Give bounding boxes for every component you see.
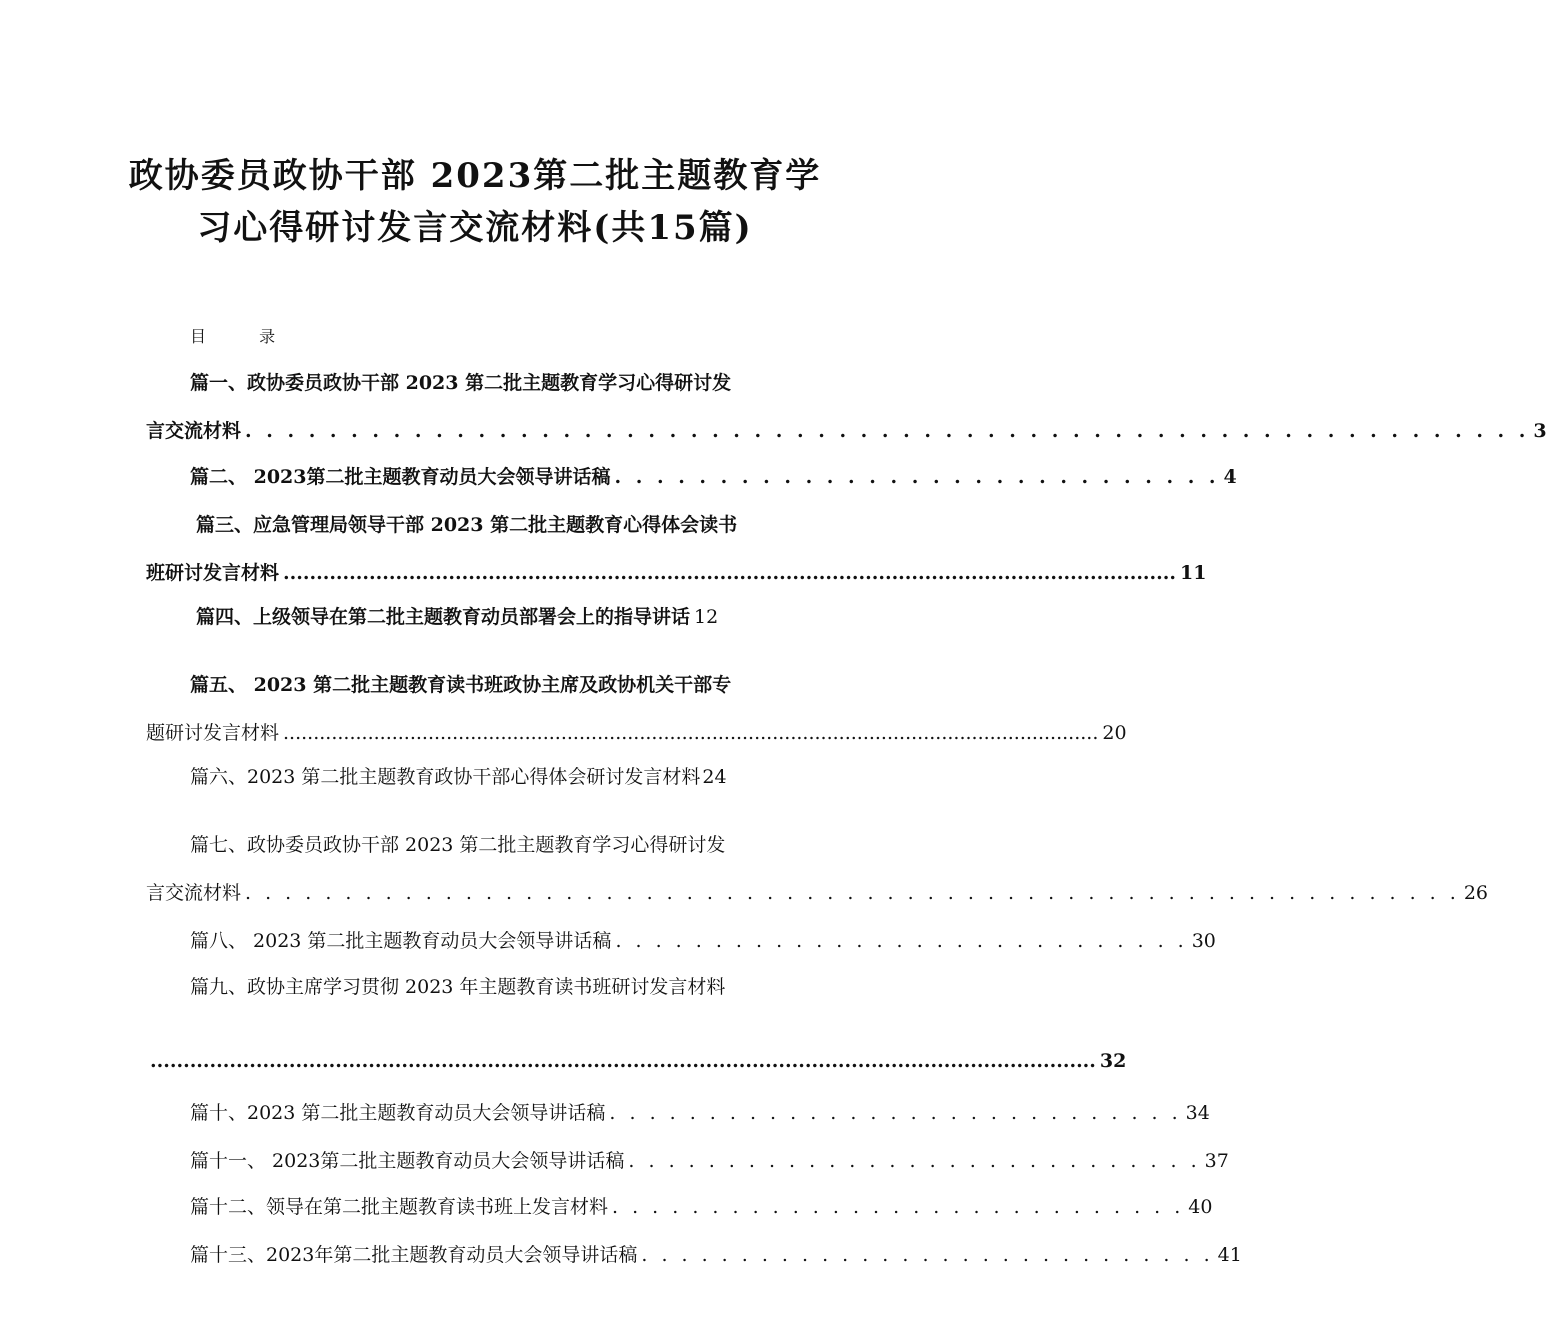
toc-entry-7-line2: 言交流材料 bbox=[146, 882, 242, 904]
toc-leader-dots: ....................................................................................................................................... bbox=[283, 562, 1177, 584]
toc-entry-4[interactable] bbox=[196, 602, 806, 629]
toc-entry-4-title: 篇四、上级领导在第二批主题教育动员部署会上的指导讲话 bbox=[196, 606, 691, 628]
toc-entry-12[interactable] bbox=[190, 1192, 1213, 1219]
toc-entry-5[interactable] bbox=[146, 718, 1127, 745]
toc-entry-11-page: 37 bbox=[1204, 1150, 1229, 1172]
toc-leader-dots: . . . . . . . . . . . . . . . . . . . . . . . . . . . . . bbox=[614, 466, 1220, 488]
toc-leader-dots: . . . . . . . . . . . . . . . . . . . . . . . . . . . . . . . . . . . . . . . . . . . . . . . . . . . . . . . . . . . . . bbox=[245, 420, 1530, 442]
toc-entry-1[interactable] bbox=[146, 416, 1547, 443]
toc-entry-7-page: 26 bbox=[1463, 882, 1488, 904]
toc-leader-dots: ............................................................................................................................................... bbox=[150, 1050, 1096, 1072]
toc-leader-dots: . . . . . . . . . . . . . . . . . . . . . . . . . . . . . bbox=[615, 930, 1188, 952]
toc-entry-13-title: 篇十三、2023年第二批主题教育动员大会领导讲话稿 bbox=[190, 1244, 638, 1266]
toc-entry-1-line2: 言交流材料 bbox=[146, 420, 242, 442]
toc-entry-3-line1: 篇三、应急管理局领导干部 2023 第二批主题教育心得体会读书 bbox=[196, 514, 738, 536]
toc-entry-8-title: 篇八、 2023 第二批主题教育动员大会领导讲话稿 bbox=[190, 930, 612, 952]
toc-entry-9-page: 32 bbox=[1099, 1050, 1127, 1072]
toc-entry-6-title: 篇六、2023 第二批主题教育政协干部心得体会研讨发言材料 bbox=[190, 766, 701, 788]
toc-leader-dots: . . . . . . . . . . . . . . . . . . . . . . . . . . . . . bbox=[612, 1196, 1185, 1218]
toc-leader-dots: ....................................................................................................................................... bbox=[283, 722, 1099, 744]
toc-entry-4-page: 12 bbox=[694, 606, 719, 628]
toc-heading: 目 录 bbox=[190, 327, 300, 346]
toc-leader-dots: . . . . . . . . . . . . . . . . . . . . . . . . . . . . . bbox=[609, 1102, 1182, 1124]
toc-entry-6[interactable] bbox=[190, 762, 808, 789]
toc-entry-10[interactable] bbox=[190, 1098, 1210, 1125]
document-title-line-2: 习心得研讨发言交流材料(共15篇) bbox=[197, 208, 753, 248]
toc-leader-dots: . . . . . . . . . . . . . . . . . . . . . . . . . . . . . bbox=[641, 1244, 1214, 1266]
toc-entry-1-line1: 篇一、政协委员政协干部 2023 第二批主题教育学习心得研讨发 bbox=[190, 372, 732, 394]
toc-entry-2-page: 4 bbox=[1223, 466, 1237, 488]
toc-leader-dots: . . . . . . . . . . . . . . . . . . . . . . . . . . . . . bbox=[628, 1150, 1201, 1172]
toc-entry-12-page: 40 bbox=[1188, 1196, 1213, 1218]
toc-entry-7-line1: 篇七、政协委员政协干部 2023 第二批主题教育学习心得研讨发 bbox=[190, 834, 726, 856]
toc-entry-5-line1: 篇五、 2023 第二批主题教育读书班政协主席及政协机关干部专 bbox=[190, 674, 732, 696]
toc-entry-3-page: 11 bbox=[1180, 562, 1207, 584]
toc-entry-1-page: 3 bbox=[1533, 420, 1547, 442]
toc-entry-3[interactable] bbox=[146, 558, 1207, 585]
toc-entry-6-page: 24 bbox=[702, 766, 727, 788]
toc-entry-13[interactable] bbox=[190, 1240, 1242, 1267]
toc-entry-5-line2: 题研讨发言材料 bbox=[146, 722, 280, 744]
toc-entry-8-page: 30 bbox=[1191, 930, 1216, 952]
toc-entry-11[interactable] bbox=[190, 1146, 1229, 1173]
toc-entry-9[interactable] bbox=[150, 1050, 1127, 1072]
toc-entry-3-line2: 班研讨发言材料 bbox=[146, 562, 280, 584]
toc-entry-8[interactable] bbox=[190, 926, 1216, 953]
toc-entry-10-title: 篇十、2023 第二批主题教育动员大会领导讲话稿 bbox=[190, 1102, 606, 1124]
toc-entry-13-page: 41 bbox=[1217, 1244, 1242, 1266]
toc-entry-10-page: 34 bbox=[1185, 1102, 1210, 1124]
toc-entry-2-title: 篇二、 2023第二批主题教育动员大会领导讲话稿 bbox=[190, 466, 611, 488]
toc-entry-11-title: 篇十一、 2023第二批主题教育动员大会领导讲话稿 bbox=[190, 1150, 625, 1172]
toc-entry-12-title: 篇十二、领导在第二批主题教育读书班上发言材料 bbox=[190, 1196, 609, 1218]
document-title-line-1: 政协委员政协干部 2023第二批主题教育学 bbox=[128, 156, 822, 196]
toc-entry-7[interactable] bbox=[146, 878, 1488, 905]
toc-entry-5-page: 20 bbox=[1102, 722, 1127, 744]
toc-entry-9-title: 篇九、政协主席学习贯彻 2023 年主题教育读书班研讨发言材料 bbox=[190, 976, 726, 998]
toc-leader-dots: . . . . . . . . . . . . . . . . . . . . . . . . . . . . . . . . . . . . . . . . . . . . . . . . . . . . . . . . . . . . . bbox=[245, 882, 1460, 904]
toc-entry-2[interactable] bbox=[190, 462, 1237, 489]
